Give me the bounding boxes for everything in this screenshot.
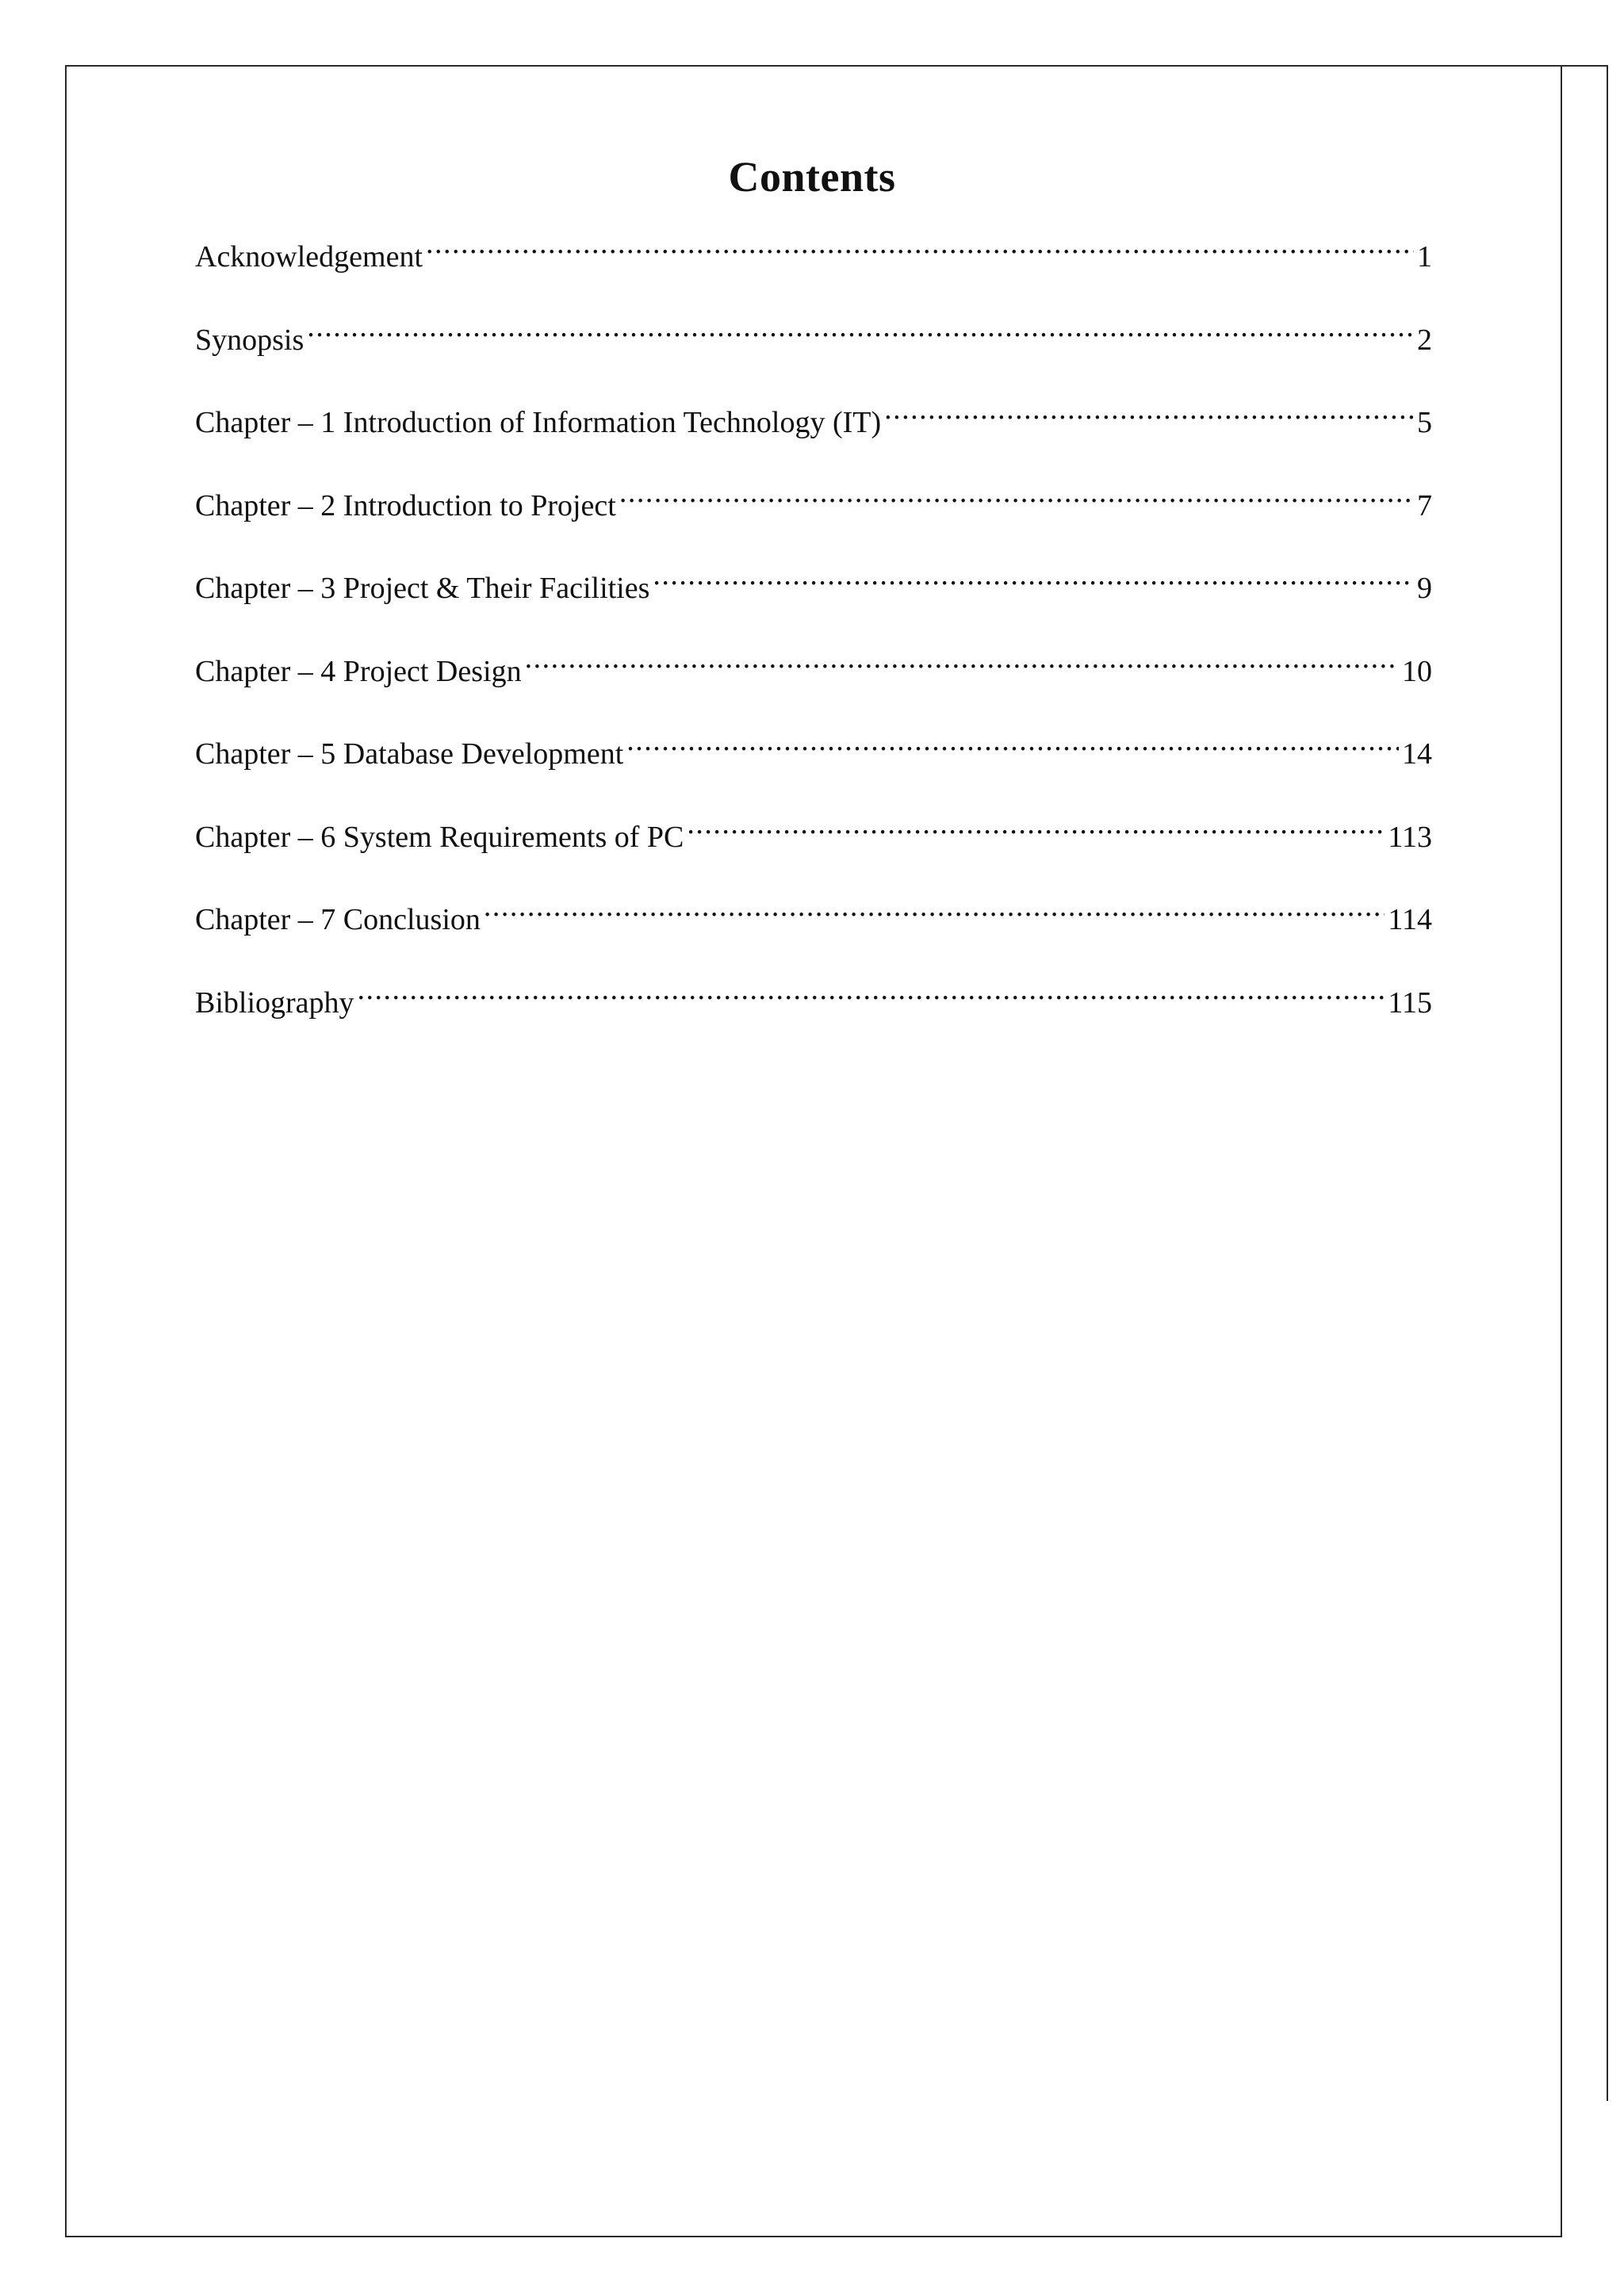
toc-entry-chapter-3[interactable]: [195, 550, 1432, 633]
toc-entry-chapter-5[interactable]: [195, 716, 1432, 799]
toc-entry-label: Chapter – 4 Project Design: [195, 654, 522, 688]
toc-dot-leader: [426, 219, 1414, 266]
toc-entry-label: Chapter – 6 System Requirements of PC: [195, 820, 684, 854]
toc-entry-label: Chapter – 2 Introduction to Project: [195, 488, 616, 522]
toc-entry-label: Chapter – 5 Database Development: [195, 737, 624, 771]
page-edge-rule-top: [1562, 65, 1608, 67]
toc-dot-leader: [687, 799, 1385, 847]
toc-page-number: 7: [1417, 488, 1432, 522]
toc-dot-leader: [484, 882, 1385, 929]
toc-entry-chapter-6[interactable]: [195, 799, 1432, 882]
toc-entry-acknowledgement[interactable]: [195, 219, 1432, 302]
toc-entry-label: Chapter – 3 Project & Their Facilities: [195, 572, 650, 605]
toc-entry-label: Bibliography: [195, 985, 354, 1020]
toc-entry-chapter-1[interactable]: [195, 385, 1432, 468]
toc-dot-leader: [525, 633, 1399, 681]
toc-entry-chapter-4[interactable]: [195, 633, 1432, 717]
toc-entry-label: Synopsis: [195, 323, 304, 357]
toc-dot-leader: [619, 468, 1414, 515]
toc-page-number: 2: [1417, 323, 1432, 357]
toc-page-number: 9: [1417, 572, 1432, 605]
toc-entry-bibliography[interactable]: [195, 965, 1432, 1048]
toc-page-number: 113: [1388, 820, 1432, 854]
toc-page-number: 115: [1388, 985, 1432, 1020]
toc-entry-chapter-7[interactable]: [195, 882, 1432, 965]
toc-dot-leader: [626, 716, 1399, 763]
toc-dot-leader: [307, 302, 1414, 350]
toc-page-number: 114: [1388, 903, 1432, 936]
toc-page-number: 14: [1402, 737, 1432, 771]
toc-dot-leader: [653, 550, 1414, 598]
toc-page-number: 5: [1417, 406, 1432, 439]
page-title: Contents: [728, 153, 896, 201]
toc-dot-leader: [884, 385, 1414, 432]
toc-entry-label: Acknowledgement: [195, 240, 423, 274]
page-edge-rule-right: [1607, 65, 1608, 2101]
toc-entry-label: Chapter – 1 Introduction of Information Technology (IT): [195, 406, 882, 439]
toc-entry-label: Chapter – 7 Conclusion: [195, 903, 481, 936]
table-of-contents: [195, 219, 1432, 1047]
toc-entry-synopsis[interactable]: [195, 302, 1432, 385]
toc-dot-leader: [358, 965, 1385, 1012]
toc-entry-chapter-2[interactable]: [195, 468, 1432, 551]
toc-page-number: 1: [1417, 240, 1432, 274]
toc-page-number: 10: [1402, 654, 1432, 688]
